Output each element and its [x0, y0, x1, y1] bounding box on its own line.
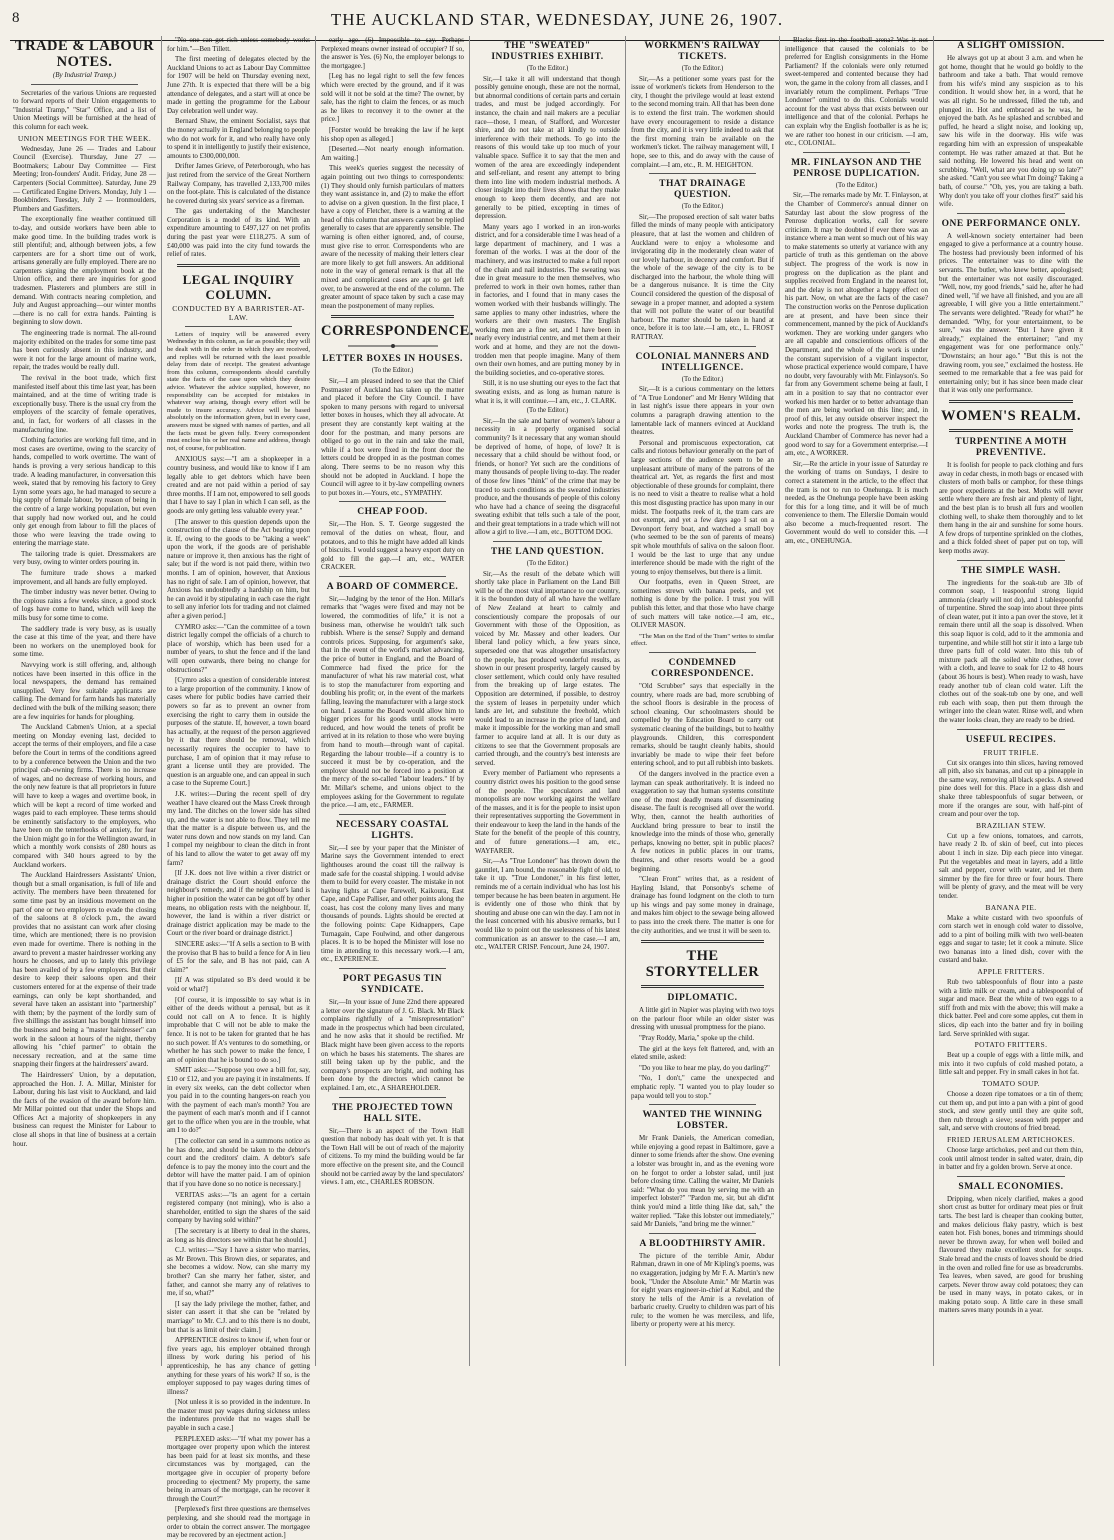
letter-text: Sir,—I see by your paper that the Minister of Marine says the Government intended to erect lighthouses around the coast till the railway is made safe for the coastal shipping. I would advise them to build for every coaster. The mistake in not having lights at Cape Farewell, Kaikoura, East Cape, and Cape Palliser, and other points along the coast, has cost the colony many lives and many thousands of pounds. Lights should be erected at the following points: Cape Kidnappers, Cape Turnagain, Cape Foulwind, and other dangerous places. It is to be hoped the Minister will lose no time in attending to this necessary work.—I am, etc., EXPERIENCE. [321, 843, 464, 964]
divider [649, 1233, 756, 1234]
divider [339, 576, 446, 577]
legal-answer: [Of course, it is impossible to say what is in either of the deeds without a perusal, but as it could not call on A to fence. It is highly improbable that C will not be able to make the fence. It is not to be taken for granted that he has no such power. If A's ventures to do something, or whether he has such power to make the fence, I am of opinion that he is bound to do so.] [167, 995, 310, 1064]
divider [31, 84, 138, 85]
divider [649, 173, 756, 174]
column-2 [162, 36, 316, 1540]
article-paragraph: Bernard Shaw, the eminent Socialist, says that the money actually in England belonging to people who do not work for it, and who really have only to spend it in intelligently to justify their existence, amounts to £300,000,000. [167, 117, 310, 160]
story-text: "Pray Roddy, Maria," spoke up the child. [639, 1034, 755, 1043]
letter-text: "Clean Front" writes that, as a resident of Hayling Island, that Ponsonby's scheme of drainage has found lodgment on the cloth to turn up his wings and pay some money in drainage, and makes him object to the sewage being allowed to pass into the creek there. The matter is one for the city authorities, and we trust it will be seen to. [631, 875, 774, 935]
divider [949, 429, 1073, 432]
page-number: 8 [12, 10, 20, 26]
divider [339, 501, 446, 502]
turpentine-heading: TURPENTINE A MOTH PREVENTIVE. [955, 436, 1067, 458]
letter-text: Still, it is no use shutting our eyes to the fact that sweating exists, and as long as human nature is what it is, it will continue.—I am, etc., J. CLARK. [475, 379, 620, 405]
recipe-title: FRUIT TRIFLE. [983, 747, 1039, 757]
legal-question: ANXIOUS says:—"I am a shopkeeper in a country business, and would like to know if I am legally able to get debtors which have been created and are not paid within a period of say three months. If I am not, empowered to sell goods that I have to say I plan in which I can sell, as the goods are only getting less valuable every year." [167, 455, 310, 515]
land-question-heading: THE LAND QUESTION. [490, 547, 605, 558]
legal-answer: early age. (6) Impossible to say. Perhaps Perplexed means owner instead of occupier? If so, the answer is Yes. (6) No, the employer belongs to the mortgagee.] [321, 36, 464, 70]
winning-lobster-heading: WANTED THE WINNING LOBSTER. [642, 1110, 763, 1132]
divider [649, 346, 756, 347]
letter-text: Sir,—It is a curious commentary on the letters of "A True Londoner" and Mr Henry Wilding that in last night's issue there appears in your own columns a paragraph drawing attention to the lamentable lack of manners evinced at Auckland theatres. [631, 385, 774, 437]
recipe-text: Beat up a couple of eggs with a little milk, and mix into it two cupfuls of cold mashed potato, a little salt and pepper. Fry in small cakes in hot fat. [939, 1051, 1083, 1077]
article-paragraph: The revival in the boot trade, which first manifested itself about this time last year, has been maintained, and at the time of writing trade is exceptionally busy. There is the usual cry from the employers of the scarcity of female operatives, and, in fact, for workers of all classes in the manufacturing line. [13, 374, 156, 434]
legal-answer: [I say the lady privilege the mother, father, and sister can assert it that she can be "related by marriage" to Mr. C.J. and to this there is no doubt, but that is as limit of their claim.] [167, 1299, 310, 1334]
letter-text: Sir,—As "True Londoner" has thrown down the gauntlet, I am bound, the reasonable fight of old, to take it up. "True Londoner," in his first letter, reminds me of a certain individual who has lost his temper because he has been beaten in argument. He is evidently one of those who think that by shouting and abuse one can win the day. I am not in the least concerned with his abusive remarks, but I would like to point out the uselessness of his latest communication as an answer to the case.—I am, etc., WALTER CRISP. Fencourt, June 24, 1907. [475, 857, 620, 952]
divider [957, 729, 1065, 730]
article-paragraph: The engineering trade is normal. The all-round majority exhibited on the trades for some time past has been curiously absent in this industry, and were it not for the large amount of marine work, repair, the trades would be really dull. [13, 329, 156, 372]
legal-answer: [The answer to this question depends upon the construction of the clause of the Act bearing upon it. If, owing to the goods to be "taking a week" upon the work, if the goods are of perishable nature or improve it, then anxious has the right of sale; but if the word is not paid there, within two months. I am of opinion, however, that Anxious has no right of sale. I am of opinion, however, that Anxious has undoubtedly a hardship on him, but he can avoid it by stipulating in each case the right to sell any inferior lots for trading and not claimed after a given period.] [167, 517, 310, 621]
diplomatic-heading: DIPLOMATIC. [667, 993, 738, 1004]
article-paragraph: It is foolish for people to pack clothing and furs away in cedar chests, in moth bags or encased with clusters of moth balls or camphor, for these things are poor expedients at the best. Moths will never settle where there are fresh air and plenty of light, and the best plan is to brush all furs and woollen clothing well, to shake them thoroughly and to let them hang in the air and sunshine for some hours. A few drops of turpentine sprinkled on the clothes, and a thick folded sheet of paper put on top, will keep moths away. [939, 460, 1083, 555]
recipe-text: Cut up a few onions, tomatoes, and carrots, have ready 2 lb. of skin of beef, cut into pieces about 1 inch in size. Dip each piece into vinegar. Put the vegetables and meat in layers, add a little salt and pepper, cover with water, and let them simmer by the fire for three or four hours. There will be plenty of gravy, and the meat will be very tender. [939, 831, 1083, 900]
legal-answer: [If A was stipulated so B's deed would it be void or what?] [167, 976, 310, 993]
article-paragraph: The exceptionally fine weather continued till to-day, and outside workers have been able to make good time. In the building trades work is still plentiful; and, although between jobs, a few carpenters are for a short time out of work, artisans generally are fully employed. There are no carpenters signing the employment book at the Union office, and there are inquiries for good tradesmen. Plasterers and plumbers are still in demand. With contracts nearing completion, and July and August approaching—our winter months—there is no call for extra hands. Painting is beginning to slow down. [13, 215, 156, 327]
letter-text: Sir,—There is an aspect of the Town Hall question that nobody has dealt with yet. It is that the Town Hall will be out of reach of the majority of citizens. To my mind the building would be far more effective on the present site, and the Council should not be carried away by the land speculators' views. I am, etc., CHARLES ROBSON. [321, 1126, 464, 1187]
story-text: He always got up at about 3 a.m. and when he got home, thought that he would go boldly to the bathroom and take a bath. That would remove from his wife's mind any suspicion as to his condition. It would show her, in a word, that he was all right. So he undressed, filled the tub, and plunged in. Hot and embraced as he was, he enjoyed the bath. As he splashed and scrubbed and puffed, he heard a slight noise, and looking up, saw his wife in the doorway. His wife was regarding him with an expression of unspeakable contempt. He was rather amazed at that. But he said nothing. He lowered his head and went on scrubbing. "Well, what are you doing up so late?" she asked. "Can't you see what I'm doing? Taking a bath, of course." "Oh, yes, you are taking a bath. Why don't you take off your clothes first?" said his wife. [939, 54, 1083, 209]
divider [957, 213, 1065, 214]
divider [641, 985, 764, 988]
letter-text: Every member of Parliament who represents a country district owes his position to the good sense of the people. The speculators and land monopolists are now working against the welfare of the masses, and it is for the people to insist upon their representatives supporting the Government in their endeavour to keep the land in the hands of the State for the benefit of the people of this country, and of future generations.—I am, etc., WAYFARER. [475, 769, 620, 855]
meetings-heading: UNION MEETINGS FOR THE WEEK. [17, 133, 152, 143]
small-economies-heading: SMALL ECONOMIES. [958, 1181, 1064, 1192]
letter-text: Of the dangers involved in the practice even a layman can speak authoritatively. It is indeed no exaggeration to say that human systems constitute one of the most deadly means of disseminating disease. The fault is recognised all over the world. Why, then, cannot the health authorities of Auckland bring pressure to bear to instil the knowledge into the minds of those who, generally perhaps, knowing no better, spit in public places? A few notices in public places in our trams, theatres, and other resorts would be a good beginning. [631, 769, 774, 873]
letter-text: Sir,—In your issue of June 22nd there appeared a letter over the signature of J. G. Black. Mr Black complains rightfully of a "misrepresentation" made in the prospectus which had been circulated, and he now asks that it should be rectified. Mr Black might have been given access to the reports on which he bases his statements. The shares are still being taken up by the public, and the company's prospects are bright, and nothing has been done by the directors which cannot be explained. I am, etc., A SHAREHOLDER. [321, 998, 464, 1092]
column-6 [780, 36, 934, 1366]
letter-text: Sir,—In the sale and barter of women's labour a necessity in a properly organised social community? Is it necessary that any woman should be deprived of home, of hope, of love? It is necessary that a child should be without food, or friends, or honor? Yet such are the conditions of many thousands of people living to-day. The reader of those few lines "think" of the crime that may be traced to such conditions as the sweated industries produce, and the thousands of people of this colony who have had a chance of seeing the disgraceful sweating exhibit that tells such a tale of the poor, and their great temptations in a trade which will not allow a girl to live.—I am, etc., BOTTOM DOG. [475, 416, 620, 537]
letter-text: Sir,—The proposed erection of salt water baths filled the minds of many people with anticipatory pleasure, that at last the women and children of Auckland were to enjoy a wholesome and invigorating dip in the moderately clean water of our lovely harbour, in decency and comfort. But if the whole of the sewage of the city is to be discharged into the harbour, the whole thing will be a dangerous nuisance. It is time the City Council considered the question of the disposal of sewage in a proper manner, and adopted a system that will not pollute the water of our beautiful harbour. The matter should be taken in hand at once, before it is too late.—I am, etc., L. FROST RATTRAY. [631, 212, 774, 342]
womens-realm-heading: WOMEN'S REALM. [941, 407, 1081, 424]
article-paragraph: The gas undertaking of the Manchester Corporation is a model of its kind. With an expenditure amounting to £497,127 on net profits during the past year were £118,275. A sum of £40,000 was paid into the city fund towards the relief of rates. [167, 207, 310, 259]
divider [493, 541, 602, 542]
columns-container [8, 36, 1106, 1540]
divider [649, 652, 756, 653]
legal-inquiry-heading: LEGAL INQUIRY COLUMN. [182, 271, 295, 302]
article-paragraph: The first meeting of delegates elected by the Auckland Unions to act as Labour Day Committee for 1907 will be held on Thursday evening next, June 27th. It is expected that there will be a big attendance of delegates, and a start will at once be made in getting the programme for the Labour Day celebration well under way. [167, 55, 310, 115]
port-pegasus-heading: PORT PEGASUS TIN SYNDICATE. [342, 974, 443, 996]
article-paragraph: The furniture trade shows a marked improvement, and all hands are fully employed. [13, 569, 156, 586]
column-3 [316, 36, 474, 1366]
letter-text: "Old Scrubber" says that especially in the country, where roads are bad, more scrubbing of the school floors is desirable in the process of school cleaning. Our schoolmasters should be compelled by the Education Board to carry out systematic cleaning of the buildings, but to healthy playgrounds. Children, this correspondent remarks, should be taught cleanly habits, should invariably be made to wipe their feet before entering school, and to put all rubbish into baskets. [631, 682, 774, 768]
ornament-icon [348, 343, 438, 349]
article-paragraph: Secretaries of the various Unions are requested to forward reports of their Union engagements to "Industrial Tramp," "Star" Office, and a list of Union Meetings will be furnished at the head of this column for each week. [13, 88, 156, 131]
article-paragraph: The Auckland Cabmen's Union, at a special meeting on Monday evening last, decided to accept the terms of their employers, and file a case before the Court in terms of the conditions agreed to by a conference between the Union and the two principal cab-owning firms. There is no increase of wages, and no decrease of working hours, and the only new feature is that all proprietors in future will have to keep a wages and overtime book, in which will be kept a record of time worked and wages paid to each employee. These terms should be eminently satisfactory to the employers, who have been on the tenterhooks of anxiety, for fear the Union might go in for the Wellington award, in which a monthly work consists of 280 hours as compared with 340 hours agreed to by the Auckland workers. [13, 723, 156, 869]
to-the-editor: (To the Editor.) [526, 407, 569, 415]
newspaper-title: THE AUCKLAND STAR, WEDNESDAY, JUNE 26, 1907. [330, 10, 784, 29]
column-5 [626, 36, 780, 1366]
article-paragraph: The timber industry was never better. Owing to the copious rains a few weeks since, a good stock of logs have come to hand, which will keep the mills busy for some time to come. [13, 588, 156, 623]
correspondence-heading: CORRESPONDENCE. [321, 323, 474, 340]
letter-boxes-heading: LETTER BOXES IN HOUSES. [322, 354, 463, 365]
legal-answer: [Cymro asks a question of considerable interest to a large proportion of the community. I know of cases where for public bodies have carried their powers so far as to prevent an owner from exercising the right to carry them in outside the purposes of the statute. If, however, a town board has actually, at the request of the person aggrieved by it that there should be removal, which necessarily requires the occupier to have to purchase, I am of opinion that it may refuse to grant a license until they are provided. The question is an arguable one, and can appeal in such a case to the Supreme Court.] [167, 676, 310, 788]
drainage-question-heading: THAT DRAINAGE QUESTION. [659, 179, 746, 201]
legal-answer: [Deserted.—Not nearly enough information. Am waiting.] [321, 145, 464, 162]
letter-text: Sir,—I am pleased indeed to see that the Chief Postmaster of Auckland has taken up the matter and placed it before the City Council. I have spoken to many persons with regard to universal letter boxes in houses, which they all advocate. At present they are constantly kept waiting at the door for the postman, and many persons are obliged to go out in the rain and take the mail, while if a box were fixed in the front door the letters could be dropped in as the postman comes along. There seems to be no reason why this should not be adopted in Auckland. I hope the Council will agree to it by-law compelling owners to put boxes in.—Yours, etc., SYMPATHY. [321, 377, 464, 497]
recipe-title: FRIED JERUSALEM ARTICHOKES. [946, 1134, 1076, 1144]
byline: (By Industrial Tramp.) [52, 71, 117, 79]
legal-question: SMIT asks:—"Suppose you owe a bill for, say, £10 or £12, and you are paying it in instalments. If in every six weeks, can the debt collector when you paid in to the counting hangers-on reach you with the payment of each man's month? You are the payment of each man's month and if I cannot get to the office when you are in the trouble, what am I to do?" [167, 1066, 310, 1135]
storyteller-heading: THE STORYTELLER [645, 948, 760, 981]
legal-question: APPRENTICE desires to know if, when four or five years ago, his employer obtained through illness by work during his period of his apprenticeship, he has any chance of getting anything for these years of his work? If so, is the employer supposed to pay wages during times of illness? [167, 1336, 310, 1396]
article-paragraph: Drifter James Grieve, of Peterborough, who has just retired from the service of the Great Northern Railway Company, has travelled 2,133,700 miles on the foot-plate. This is calculated of the distance he covered during six years' service as a fireman. [167, 162, 310, 205]
story-text: The girl at the keys felt flattered, and, with an elated smile, asked: [631, 1044, 774, 1062]
divider [957, 1176, 1065, 1177]
article-paragraph: Clothing factories are working full time, and in most cases are overtime, owing to the scarcity of hands, compelled to work overtime. The want of hands is proving a very serious handicap to this trade. A leading manufacturer, in conversation this week, stated that by removing his factory to Grey Lynn some years ago, he had managed to secure a big supply of female labour, by reason of being in the centre of a large working population, but even that supply had now worked out, and he could only get enough from labour to fill the places of those who were leaving the trade owing to entering the marriage state. [13, 436, 156, 548]
legal-answer: [Perplexed's first three questions are themselves perplexing, and she should read the mortgage in order to obtain the correct answer. The mortgagee may be recovered by an ejectment action.] [167, 1505, 310, 1540]
legal-answer: [Not unless it is so provided in the indenture. In the master must pay wages during sickness unless the indentures provide that no wages shall be payable in such a case.] [167, 1398, 310, 1433]
legal-subheading: CONDUCTED BY A BARRISTER-AT-LAW. [172, 303, 305, 322]
recipe-title: BRAZILIAN STEW. [976, 820, 1046, 830]
penrose-duplication-heading: MR. FINLAYSON AND THE PENROSE DUPLICATION. [791, 157, 922, 179]
to-the-editor: (To the Editor.) [681, 203, 724, 211]
legal-question: J.K. writes:—During the recent spell of dry weather I have cleared out the Mass Creek through my land. The ditches on the lower side has silted up, and the water is not able to flow. They tell me that the matter is a dispute between us, and the water runs down and now stands on my land. Can I compel my neighbour to clean the ditch in front of his land to allow the water to get away off my farm? [167, 789, 310, 867]
letter-text: Sir,—I take it all will understand that though possibly genuine enough, these are not the normal, but abnormal conditions of certain parts and certain trades, and must be judged accordingly. For instance, the chain and nail makers are a peculiar race—those, I mean, of Stafford, and Worcester shire, and do not take at all kindly to outside interference with their methods. To go into the reasons of this would take up too much of your valuable space. Suffice it to say that the men and women of the area are exceedingly independent and self-reliant, and resent any attempt to bring them into line with modern industrial methods. A closer insight into their lives shows that they make enough to keep them decently, and are not generally to be pitied, excepting in times of depression. [475, 74, 620, 221]
simple-wash-heading: THE SIMPLE WASH. [961, 565, 1061, 576]
to-the-editor: (To the Editor.) [681, 375, 724, 383]
recipe-text: Choose a dozen ripe tomatoes or a tin of them; cut them up, and put into a pan with a pint of good stock, and stew gently until they are quite soft, then rub through a sieve; season with pepper and salt, and serve with croutons of fried bread. [939, 1090, 1083, 1133]
to-the-editor: (To the Editor.) [526, 560, 569, 568]
editor-note: "The Man on the End of the Tram" writes to similar effect. [631, 632, 774, 648]
letter-text: Sir,—The Hon. S. T. George suggested the removal of the duties on wheat, flour, and potatoes, and to this he might have added all kinds of biscuits. I would suggest a heavy export duty on gold to fill the gap.—I am, etc., WATER CRACKER. [321, 520, 464, 572]
divider [803, 152, 910, 153]
article-paragraph: Dripping, when nicely clarified, makes a good short crust as butter for ordinary meat pies or fruit tarts. The best lard is cheaper than cooking butter, and makes delicious flaky pastry, which is best eaten hot. Fish bones, bones and trimmings should never be thrown away, for when well boiled and flavoured they make excellent stock for soups. Stale bread and the crusts of loaves should be dried in the oven and rolled fine for use as breadcrumbs. Tea leaves, when saved, are good for brushing carpets. Never throw away cold potatoes; they can be used in many ways, in potato cakes, or in making potato soup. A little care in these small matters saves many pounds in a year. [939, 1194, 1083, 1315]
cheap-food-heading: CHEAP FOOD. [357, 507, 428, 518]
recipe-title: BANANA PIE. [985, 902, 1037, 912]
recipe-title: APPLE FRITTERS. [977, 967, 1045, 977]
article-paragraph: The Auckland Hairdressers Assistants' Union, though but a small organisation, is full of life and activity. The members have been threatened for some time past by an insidious movement on the part of one or two employers to evade the closing of the saloons at 8 o'clock p.m., the award provides that no assistant can work after closing time, which are mentioned; there is no provision even made for overtime. There is nothing in the award to prevent a master hairdresser working any hours he chooses, and up to lately this privilege has been availed of by a few employers. But their desire to keep their saloons open and their customers entered for at the expense of their trade earnings, can only be kept shorthanded, and several have taken an assistant into "partnership" with them; by the payment of the lordly sum of five shillings the assistant has bought himself into the business and being a "master hairdresser" can work in the saloon at hours of the night, thereby allowing his "chief partner" to obtain the necessary recreation, and at the same time snapping their fingers at the hairdressers' award. [13, 871, 156, 1069]
bloodthirsty-amir-heading: A BLOODTHIRSTY AMIR. [639, 1238, 766, 1249]
legal-answer: [Forster would be breaking the law if he kept his shop open as alleged.] [321, 125, 464, 143]
letter-text: Sir,—As the result of the debate which will shortly take place in Parliament on the Land Bill will be of the most vital importance to our country, it is the bounden duty of all who have the welfare of New Zealand at heart to calmly and conscientiously compare the proposals of our Government with those of the Opposition, as voiced by Mr. Massey and other leaders. Our liberal land policy which, a few years since, superseded one that was altogether unsatisfactory to the people, has produced wonderful results, as shown in our present prosperity, largely caused by closer settlement, which could only have resulted from the breaking up of large estates. The Opposition are determined, if possible, to destroy the system of leases in perpetuity under which lands are let, and substitute the freehold, which would lead to an increase in the price of land, and make it impossible for the working man and small farmer to acquire land at all. It is our duty as citizens to see that the Government proposals are carried through, and the country's best interests are served. [475, 569, 620, 767]
article-paragraph: "No one can get rich unless somebody works for him."—Ben Tillett. [167, 36, 310, 53]
article-paragraph: The saddlery trade is very busy, as is usually the case at this time of the year, and there have been no workers on the unemployed book for some time. [13, 624, 156, 659]
divider [339, 814, 446, 815]
slight-omission-heading: A SLIGHT OMISSION. [957, 41, 1065, 51]
letter-text: Sir,—Judging by the tenor of the Hon. Millar's remarks that "wages were fixed and may not be lowered, the commodities of life," it is not a business man, otherwise he wouldn't talk such rubbish. Where is the sense? Supply and demand controls prices. Supposing, for argument's sake, that in the event of the world's market advancing, the price of butter in England, and the Board of Commerce had fixed the price for the manufacturer of what his raw material cost, what is to stop the manufacturer from exporting and doubling his profit; or, in the event of the markets falling, leaving the manufacturer with a large stock on hand. I assume the Board would allow him to bigger prices for his goods until stocks were reduced, and how would the tenets of profit be arrived at in its relation to those who were buying from hand to mouth—through want of capital. Regarding the labour trouble—if a country is to succeed it must be by co-operation, and the employer should not be forced into a position at the mercy of the so-called "labour leaders." If by Mr. Millar's scheme, and unions object to the employees asking for the Government to regulate the price.—I am, etc., FARMER. [321, 594, 464, 810]
legal-question: CYMRO asks:—"Can the committee of a town district legally compel the officials of a church to place of worship, which has been used for a number of years, to shut the fence and if the land will open outwards, there being no change for obstructions?" [167, 622, 310, 674]
divider [957, 560, 1065, 561]
legal-question: PERPLEXED asks:—"If what my power has a mortgagee over property upon which the interest has been paid for at least six months, and these circumstances was by mortgaged, can the mortgagee give in occupier of property before proceeding to ejectment? My property, the same being in arrears of the mortgage, can he recover it through the Court?" [167, 1434, 310, 1503]
to-the-editor: (To the Editor.) [371, 367, 414, 375]
masthead [0, 10, 1114, 32]
to-the-editor: (To the Editor.) [526, 65, 569, 72]
story-text: A well-known society entertainer had been engaged to give a performance at a country house. The hostess had previously been informed of his prices. The entertainer was to dine with the servants. The butler, who knew better, apologised; but the entertainer was not easily discouraged. "Well, now, my good friends," said he, after he had dined well, "if we have all finished, and you are all agreeable, I will give you a little entertainment." The servants were delighted. "Ready for what?" he demanded. "Why, for your entertainment, to be sure," was the answer. "But I have given it already," explained the entertainer; "and my engagement was for one performance only." "Downstairs; an hour ago." "But this is not the drawing room, you see," exclaimed the hostess. He seemed to me remarkable that a fee was paid for entertaining only; but it has since been made clear that it was only one performance. [939, 231, 1083, 395]
legal-question: VERITAS asks:—"Is an agent for a certain registered company (not mining), who is also a shareholder, entitled to sign the shares of the said company by having sold within?" [167, 1190, 310, 1225]
letter-text: Blacks first in the football arena? Was it not intelligence that caused the colonials to be preferred for English consignments in the Home Parliament? If the colonials were only returned sweet-tempered and contented because they had won, the game in the colony from all classes, and I invariably return the compliment. Perhaps "True Londoner" omitted to do this. Colonials would account for the vast abyss that exists between our intelligence and that of the colonial. Perhaps he can explain why the English footballer is as he is; we are rather too honest in our criticism. —I am, etc., COLONIAL. [785, 36, 928, 148]
divider [649, 1104, 756, 1105]
recipe-text: Choose large artichokes, peel and cut them thin, cook until almost tender in salted water, drain, dip in batter and fry a golden brown. Serve at once. [939, 1145, 1083, 1172]
divider [949, 400, 1073, 403]
letter-text: Many years ago I worked in an iron-works district, and for a considerable time I was head of a large department of machinery, and I was a foreman of the works. I was at the door of the machinery, and was instructed to make a full report of the chain and nail industries. The sweating was due in great measure to the men themselves, who preferred to work in their own homes, rather than in factories, and I found that in many cases the women worked with their husbands willingly. The same applies to many other industries, where the workers are their own masters. The English working men are a fine set, and I have been in nearly every industrial centre, and met them at their work and at home, and they are not the down-trodden men that people imagine. Many of them own their own homes, and are putting money by in the building societies, and co-operative stores. [475, 222, 620, 377]
meetings-list: Wednesday, June 26 — Trades and Labour Council (Exercise). Thursday, June 27 — Bootmakers; Labour Day Committee — First Meeting; Iron-founders' Audit. Friday, June 28 — Carpenters (Social Committee). Saturday, June 29 — Certificated Engine Drivers. Monday, July 1 — Bookbinders. Tuesday, July 2 — Ironmoulders, Plumbers and Gasfitters. [13, 144, 156, 213]
column-7 [934, 36, 1088, 1366]
divider [185, 326, 292, 327]
article-paragraph: The Hairdressers' Union, by a deputation, approached the Hon. J. A. Millar, Minister for Labour, during his last visit to Auckland, and laid the facts of the evasion of the award before him. Mr Millar pointed out that under the Shops and Offices Act a majority of shopkeepers in any business can request the Minister for Labour to close all shops in that line of business at a certain hour. [13, 1070, 156, 1148]
column-1 [8, 36, 162, 1366]
to-the-editor: (To the Editor.) [835, 181, 878, 189]
sweated-industries-heading: THE "SWEATED" INDUSTRIES EXHIBIT. [491, 41, 604, 62]
board-of-commerce-heading: A BOARD OF COMMERCE. [326, 581, 459, 592]
legal-answer: [The secretary is at liberty to deal in the shares, as long as his directors see within that he should.] [167, 1227, 310, 1244]
story-text: A little girl in Napier was playing with two toys on the parlour floor while an older sister was dressing with unusual promptness for the piano. [631, 1006, 774, 1032]
coastal-lights-heading: NECESSARY COASTAL LIGHTS. [336, 819, 449, 841]
useful-recipes-heading: USEFUL RECIPES. [965, 734, 1057, 745]
to-the-editor: (To the Editor.) [681, 65, 724, 72]
condensed-correspondence-heading: CONDEMNED CORRESPONDENCE. [651, 658, 754, 680]
divider [641, 940, 764, 943]
town-hall-site-heading: THE PROJECTED TOWN HALL SITE. [331, 1102, 454, 1124]
divider [177, 264, 300, 267]
article-paragraph: This week's queries suggest the necessity of again pointing out two things to correspondents: (1) They should only furnish particulars of matters they want assistance in, and (2) to make the effort to advise on a given question. In the first place, I have a copy of Fletcher, there is a warning at the head of this column that answers cannot be replied generally to cases that are apparently sensible. The warning is often either ignored, and, of course, must give rise to error. Correspondents who are aware of the necessity of making their letters clear are more likely to get full answers. An additional note in the way of general remark is that all the mixed and complicated cases are apt to get left over, to be answered at the end of the column. The greater amount of space taken by such a case may mean the postponement of many replies. [321, 164, 464, 310]
story-text: The picture of the terrible Amir, Abdur Rahman, drawn in one of Mr Kipling's poems, was no exaggeration, judging by Mr F. A. Martin's new book, "Under the Absolute Amir." Mr Martin was for eight years engineer-in-chief at Kabul, and the story he tells of the Amir is a revelation of barbaric cruelty. Cruelty to children was part of his rule; to the women he was merciless, and life, liberty or property were at his mercy. [631, 1251, 774, 1329]
letter-text: Sir,—As a petitioner some years past for the issue of workmen's tickets from Henderson to the city, I thought the privilege would at least extend to the second morning train. All that has been done is to extend the first train. The workmen should have every encouragement to reside a distance from the city, and it is very little indeed to ask that the first morning train be available on the workmen's ticket. The railway management will, I hope, see to this, and do away with the cause of complaint.—I am, etc., R. M. HEIGHTON. [631, 74, 774, 169]
article-paragraph: The ingredients for the soak-tub are 3lb of common soap, 1 teaspoonful strong liquid ammonia (clearly will not do), and 1 tablespoonful of turpentine. Shred the soap into about three pints of clean water, put it into a pan over the stove, let it remain there until all the soap is dissolved. When this soap liquor is cold, add to it the ammonia and turpentine, and while still hot stir it into a large tub three parts full of cold water. Into this tub of mixture pack all the soiled white clothes, cover with a cloth, and leave to soak for 12 to 48 hours (about 36 hours is best). When ready to wash, have ready another tub of clean cold water. Lift the clothes out of the soak-tub one by one, and well rub each with soap, then put them through the wringer into the clean water. Rinse well, and when the water looks clean, they are ready to be dried. [939, 578, 1083, 724]
trade-labour-title: TRADE & LABOUR NOTES. [14, 38, 155, 70]
recipe-text: Rub two tablespoonfuls of flour into a paste with a little milk or cream, and a tablespoonful of sugar and mace. Beat the white of two eggs to a stiff froth and mix with the above; this will make a thick batter. Peel and core some apples, cut them in slices, dip each into the batter and fry in boiling lard. Serve sprinkled with sugar. [939, 978, 1083, 1038]
legal-question: C.J. writes:—"Say I have a sister who marries, as Mr Brown. This Brown dies, or separates, and she becomes a widow. Now, can she marry my brother? Can she marry her father, sister, and father, and cannot she marry any of relatives to me, if so, what?" [167, 1246, 310, 1298]
recipe-title: TOMATO SOUP. [982, 1079, 1040, 1088]
recipe-text: Make a white custard with two spoonfuls of corn starch wet in enough cold water to dissolve, add to a pint of boiling milk with two well-beaten eggs and sugar to taste; let it cook a minute. Slice two bananas into a lined dish, cover with the custard and bake. [939, 913, 1083, 965]
legal-answer: [If J.K. does not live within a river district or drainage district the Court should enforce the neighbour's remedy, and if the neighbour's land is higher in position the water can be got off by other means, no obligation rests with the neighbour. If, however, the land is within a river district or drainage district application may be made to the Court or the river board or drainage district.] [167, 869, 310, 938]
ornament-rule [321, 343, 464, 349]
recipe-title: POTATO FRITTERS. [974, 1040, 1048, 1050]
colonial-manners-heading: COLONIAL MANNERS AND INTELLIGENCE. [635, 351, 770, 373]
story-text: Mr Frank Daniels, the American comedian, while enjoying a good repast in Baltimore, gave a dinner to some friends after the show. One evening a lobster was brought in, and as the evening wore on he forgot to order a lobster salad, until just before closing time. Calling the waiter, Mr Daniels said: "What do you mean by serving me with an imperfect lobster?" "Pardon me, sir, but ah did'nt think you'd mind a little thing like dat, sah," the waiter replied. "Take this lobster out immediately," said Mr Daniels, "and bring me the winner." [631, 1134, 774, 1229]
railway-tickets-heading: WORKMEN'S RAILWAY TICKETS. [644, 41, 761, 62]
recipe-text: Cut six oranges into thin slices, having removed all pith, also six bananas, and cut up a pineapple in the same way, removing all black specks. A stewed pine does well for this. Place in a glass dish and shake three tablespoonfuls of sugar between, or more if the oranges are sour, with half-pint of cream and pour over the top. [939, 758, 1083, 819]
story-text: "Do you like to hear me play, do you darling?" [639, 1063, 770, 1072]
divider [331, 315, 454, 318]
article-paragraph: Navvying work is still offering, and, although notices have been inserted in this office in the local newspapers, the demand has remained unsupplied. Very few suitable applicants are calling. The demand for farm hands has materially declined with the bulk of the milking season; there are a few inquiries for hands for ploughing. [13, 661, 156, 721]
divider [339, 968, 446, 969]
legal-question: SINCERE asks:—"If A sells a section to B with the proviso that B has to build a fence for A in lieu of £5 for the sale, and B has not paid, can A claim?" [167, 940, 310, 974]
one-performance-heading: ONE PERFORMANCE ONLY. [941, 218, 1081, 229]
letter-text: Sir,—Re the article in your issue of Saturday re the working of trams on Sundays, I desire to correct a statement in the article, to the effect that the tram is not to run to Onehunga. It is much needed, as the Onehunga people have been asking for this for a long time, and it will be of much convenience to them. The Ellerslie Domain would also become a much-frequented resort. The Government would do well to consider this. —I am, etc., ONEHUNGA. [785, 459, 928, 546]
letter-text: Personal and promiscuous expectoration, cat calls and riotous behaviour generally on the part of large sections of the audience seem to be an unpleasant attribute of many of the patrons of the theatrical art. Yet, as regards the first and most objectionable of these grounds for complaint, there is no need to visit a theatre to realise what a hold this most disgusting practice has upon many in our midst. The footpaths reek of it, the tram cars are not exempt, and yet a few days ago I sat on a Devonport ferry boat, and watched a small boy (who seemed to be the son of parents of means) spit whole mouthfuls of saliva on the saloon floor. I would be the last to urge that any undue interference should be made with the right of the young to enjoy themselves, but there is a limit. [631, 438, 774, 576]
story-text: "No, I don't," came the unexpected and emphatic reply. "I wanted you to play louder so papa would tell you to stop." [631, 1074, 774, 1100]
legal-intro: Letters of inquiry will be answered every Wednesday in this column, as far as possible; they will be dealt with in the order in which they are received, and replies will be returned with the least possible delay from date of receipt. The greatest advantage from this column, correspondents should carefully state the facts of the case upon which they desire advice. Whatever the advice supplied, however, no responsibility can be accepted for mistakes in whatever way arising, though every effort will be made to insure accuracy. Advice will be based absolutely on the information given, but in every case, answers must be signed with names of parties, and all the facts must be given fully. Every correspondent must enclose his or her real name and address, though not, of course, for publication. [167, 330, 310, 452]
legal-answer: [Leg has no legal right to sell the few fences which were erected by the ground, and if it was sold will it not be sold at the time? The owner, by sale, has the right to claim the fences, or as much as he likes to reconvey it to the owner at the price.] [321, 72, 464, 124]
letter-text: Our footpaths, even in Queen Street, are sometimes strewn with banana peels, and yet nothing is done by the police. I trust you will publish this letter, and that those who have charge of such matters will take notice.—I am, etc., OLIVER MASON. [631, 578, 774, 630]
divider [339, 1097, 446, 1098]
column-4 [470, 36, 626, 1366]
legal-answer: [The collector can send in a summons notice as he has done, and should be taken to the debtor's court and the creditors' claim. A debtor's safe defence is to pay the money into the court and the debtor will have the matter paid. I am of opinion that if you have done so no notice is necessary.] [167, 1137, 310, 1189]
article-paragraph: The tailoring trade is quiet. Dressmakers are very busy, owing to winter orders pouring in. [13, 549, 156, 567]
letter-text: Sir,—The remarks made by Mr. T. Finlayson, at the Chamber of Commerce's annual dinner on Saturday last about the slow progress of the Penrose duplication works, call for severe criticism. It may be doubted if ever there was an instance where a man went so much out of his way to make statements so utterly at variance with any particle of truth as this gentleman on the above subject. The progress of the work is now in progress on the duplication as the plant and supplies received from England in the nearest lot, and the delay is not altogether a happy effect on his part. Now, on what are the facts of the case? The construction works on the Penrose duplication are at present, and have been since their commencement, manned by the pick of Auckland's workmen. They are working under gangers who are all capable and conscientious officers of the Department, and the whole of the work is under the constant supervision of a vigilant inspector, whose practical experience would compare, I have no doubt, very favourably with Mr. Finlayson's. So far from any Government scheme being at fault, I am in a position to say that no contractor ever worked his men harder or to better advantage than the men are being worked on this line; and, in proof of this, let any outside observer inspect the works and note the progress. The truth is, the Auckland Chamber of Commerce has never had a good word to say for a Government enterprise.—I am, etc., A WORKER. [785, 191, 928, 458]
